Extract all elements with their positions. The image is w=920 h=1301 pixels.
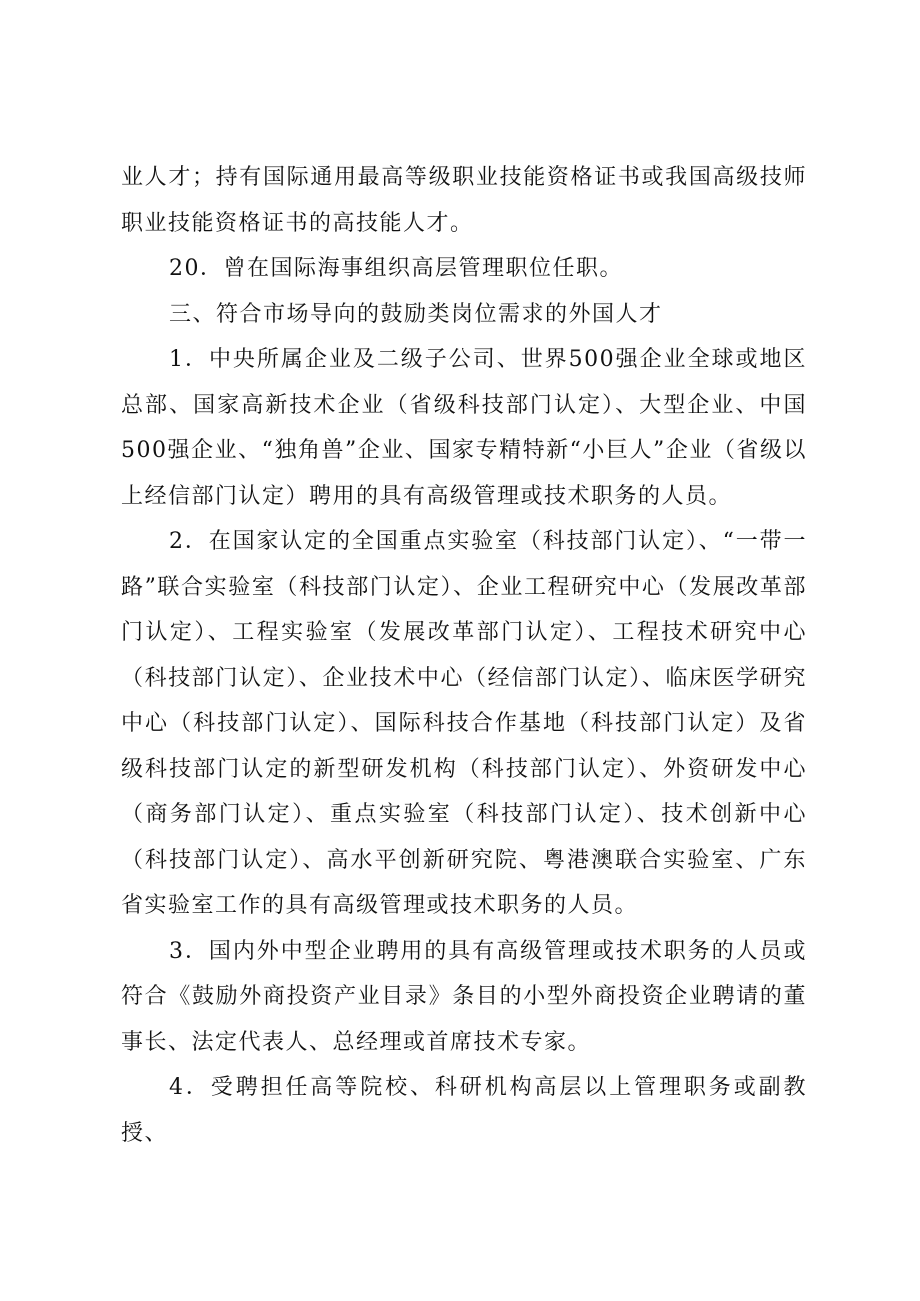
paragraph-item-2: 2．在国家认定的全国重点实验室（科技部门认定）、“一带一路”联合实验室（科技部门认定）、企业工程研究中心（发展改革部门认定）、工程实验室（发展改革部门认定）、工程技术研究中心（科技部门认定）、企业技术中心（经信部门认定）、临床医学研究中心（科技部门认定）、国际科技合作基地（科技部门认定）及省级科技部门认定的新型研发机构（科技部门认定）、外资研发中心（商务部门认定）、重点实验室（科技部门认定）、技术创新中心（科技部门认定）、高水平创新研究院、粤港澳联合实验室、广东省实验室工作的具有高级管理或技术职务的人员。 xyxy=(121,529,807,918)
paragraph-item-4: 4．受聘担任高等院校、科研机构高层以上管理职务或副教授、 xyxy=(121,1075,807,1146)
paragraph-continuation: 业人才；持有国际通用最高等级职业技能资格证书或我国高级技师职业技能资格证书的高技能人才。 xyxy=(121,165,807,236)
paragraph-item-20: 20．曾在国际海事组织高层管理职位任职。 xyxy=(169,256,623,281)
paragraph-item-1: 1．中央所属企业及二级子公司、世界500强企业全球或地区总部、国家高新技术企业（省级科技部门认定）、大型企业、中国500强企业、“独角兽”企业、国家专精特新“小巨人”企业（省级以上经信部门认定）聘用的具有高级管理或技术职务的人员。 xyxy=(121,347,807,509)
section-heading-three: 三、符合市场导向的鼓励类岗位需求的外国人才 xyxy=(169,301,663,327)
paragraph-item-3: 3．国内外中型企业聘用的具有高级管理或技术职务的人员或符合《鼓励外商投资产业目录》条目的小型外商投资企业聘请的董事长、法定代表人、总经理或首席技术专家。 xyxy=(121,938,807,1055)
document-body xyxy=(121,155,807,1156)
